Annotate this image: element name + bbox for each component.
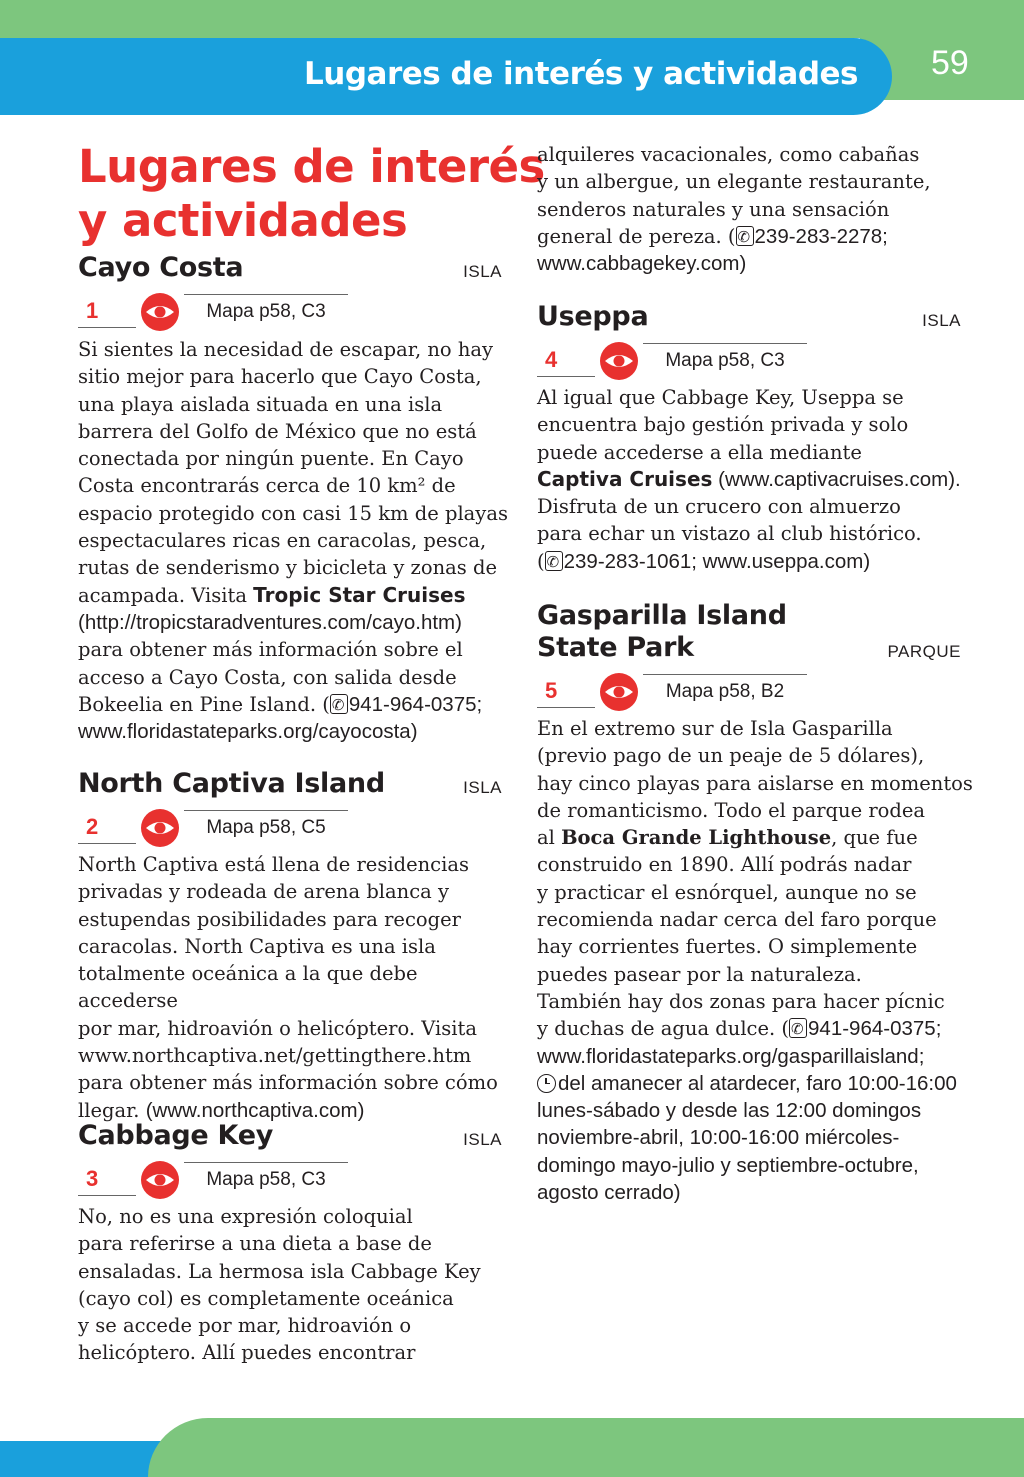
map-reference: [78, 1162, 348, 1198]
phone-icon: [789, 1018, 807, 1038]
eye-icon: [597, 341, 641, 381]
eye-icon: [138, 292, 182, 332]
highlight-name: Captiva Cruises: [537, 466, 713, 491]
page-title: Lugares de interés y actividades: [78, 140, 545, 247]
eye-icon: [138, 1160, 182, 1200]
highlight-name: Tropic Star Cruises: [253, 582, 466, 607]
link-url[interactable]: www.floridastateparks.org/gasparillaisland;: [537, 1044, 925, 1068]
eye-icon: [597, 672, 641, 712]
phone-icon: [736, 226, 754, 246]
entry-type: ISLA: [463, 262, 502, 281]
entry-header-gasparilla: [537, 598, 967, 670]
map-reference: [537, 343, 807, 379]
header-top-band: [0, 0, 1024, 38]
entry-header-cabbage-key: [78, 1118, 506, 1158]
map-location: Mapa p58, C5: [184, 810, 348, 845]
entry-number: 1: [78, 298, 136, 328]
map-location: Mapa p58, B2: [643, 674, 807, 709]
phone-number: 941-964-0375;: [808, 1017, 942, 1041]
entry-name: Cabbage Key: [78, 1120, 274, 1151]
entry-header-north-captiva: [78, 766, 506, 806]
entry-description-cayo-costa: Si sientes la necesidad de escapar, no hay sitio mejor para hacerlo que Cayo Costa, una playa aislada situada en una isla barrera del Golfo de México que no está conectada por ningún puente. En Cayo Costa encontrarás cerca de 10 km² de espacio protegido con casi 15 km de playas espectaculares ricas en caracolas, pesca, rutas de senderismo y bicicleta y zonas de acampada. Visita Tropic Star Cruises (http://tropicstaradventures.com/cayo.htm) para obtener más información sobre el acceso a Cayo Costa, con salida desde Bokeelia en Pine Island. (✆ 941-964-0375; www.floridastateparks.org/cayocosta): [78, 336, 516, 745]
entry-type: ISLA: [463, 1130, 502, 1149]
map-reference: [78, 294, 348, 330]
entry-type: PARQUE: [887, 642, 961, 661]
link-url[interactable]: www.cabbagekey.com): [537, 252, 747, 276]
footer-green-band: [148, 1418, 1024, 1477]
highlight-name: Boca Grande Lighthouse: [561, 826, 832, 850]
phone-icon: [330, 694, 348, 714]
running-header-title: Lugares de interés y actividades: [304, 56, 858, 92]
page-number: 59: [931, 44, 969, 82]
eye-icon: [138, 808, 182, 848]
phone-icon: [545, 551, 563, 571]
entry-type: ISLA: [463, 778, 502, 797]
entry-header-useppa: [537, 299, 967, 339]
entry-name: Useppa: [537, 301, 649, 332]
entry-description-cabbage-key: No, no es una expresión coloquial para referirse a una dieta a base de ensaladas. La hermosa isla Cabbage Key (cayo col) es completamente oceánica y se accede por mar, hidroavión o helicóptero. Allí puedes encontrar: [78, 1205, 481, 1365]
entry-number: 2: [78, 814, 136, 844]
phone-number: 239-283-1061; www.useppa.com): [563, 549, 871, 573]
entry-type: ISLA: [922, 311, 961, 330]
entry-description-north-captiva: North Captiva está llena de residencias privadas y rodeada de arena blanca y estupendas posibilidades para recoger caracolas. North Captiva es una isla totalmente oceánica a la que debe accederse por mar, hidroavión o helicóptero. Visita www.northcaptiva.net/gettingthere.htm para obtener más información sobre cómo llegar. (www.northcaptiva.com): [78, 853, 498, 1122]
entry-number: 3: [78, 1166, 136, 1196]
entry-number: 5: [537, 678, 595, 708]
map-location: Mapa p58, C3: [184, 294, 348, 329]
phone-number: 941-964-0375;: [348, 692, 483, 716]
map-reference: [537, 674, 807, 710]
opening-hours: del amanecer al atardecer, faro 10:00-16:00: [558, 1071, 957, 1095]
entry-header-cayo-costa: [78, 250, 506, 290]
link-url[interactable]: (www.captivacruises.com).: [712, 467, 961, 491]
link-url[interactable]: (http://tropicstaradventures.com/cayo.htm): [78, 610, 462, 634]
map-location: Mapa p58, C3: [643, 343, 807, 378]
map-reference: [78, 810, 348, 846]
clock-icon: [537, 1074, 556, 1093]
entry-name: Gasparilla Island State Park: [537, 600, 787, 663]
link-url[interactable]: (www.northcaptiva.com): [145, 1098, 365, 1122]
phone-number: 239-283-2278;: [754, 224, 888, 248]
map-location: Mapa p58, C3: [184, 1162, 348, 1197]
entry-description-cabbage-key-cont: alquileres vacacionales, como cabañas y un albergue, un elegante restaurante, senderos naturales y una sensación general de pereza. (✆ 239-283-2278; www.cabbagekey.com): [537, 141, 977, 277]
entry-description-gasparilla: En el extremo sur de Isla Gasparilla (previo pago de un peaje de 5 dólares), hay cinco playas para aislarse en momentos de romanticismo. Todo el parque rodea al Boca Grande Lighthouse, que fue construido en 1890. Allí podrás nadar y practicar el esnórquel, aunque no se recomienda nadar cerca del faro porque hay corrientes fuertes. O simplemente puedes pasear por la naturaleza. También hay dos zonas para hacer pícnic y duchas de agua dulce. (✆ 941-964-0375; www.floridastateparks.org/gasparillaisland; del amanecer al atardecer, faro 10:00-16:00 lunes-sábado y desde las 12:00 domingos noviembre-abril, 10:00-16:00 miércoles- domingo mayo-julio y septiembre-octubre, agosto cerrado): [537, 715, 977, 1206]
entry-name: North Captiva Island: [78, 768, 385, 799]
link-url[interactable]: www.floridastateparks.org/cayocosta): [78, 720, 418, 744]
entry-number: 4: [537, 347, 595, 377]
entry-name: Cayo Costa: [78, 252, 244, 283]
entry-description-useppa: Al igual que Cabbage Key, Useppa se encuentra bajo gestión privada y solo puede accederse a ella mediante Captiva Cruises (www.captivacruises.com). Disfruta de un crucero con almuerzo para echar un vistazo al club histórico. (✆ 239-283-1061; www.useppa.com): [537, 384, 977, 575]
